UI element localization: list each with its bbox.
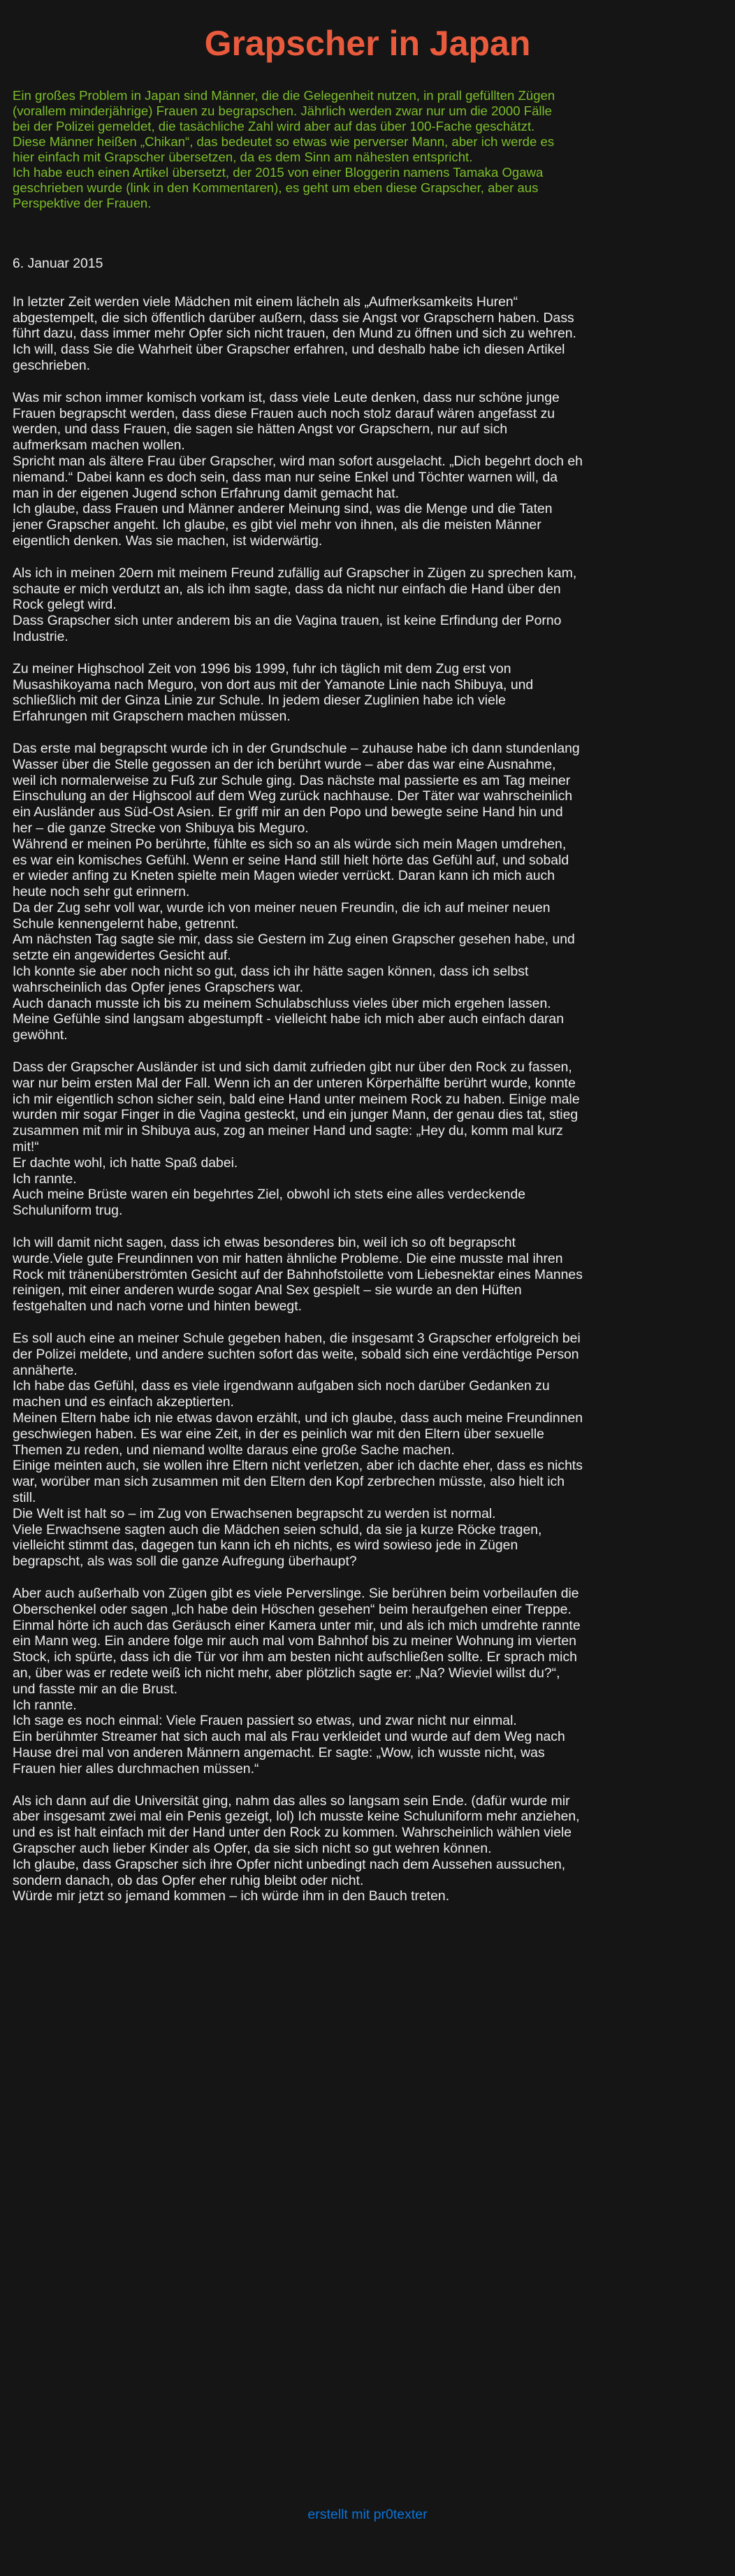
paragraph-line: abgestempelt, die sich öffentlich darüber außern, dass sie Angst vor Grapschern haben. Dass [13, 310, 574, 326]
article-paragraph [13, 565, 721, 645]
paragraph-line: Ich rannte. [13, 1697, 77, 1713]
paragraph-line: Meine Gefühle sind langsam abgestumpft - vielleicht habe ich mich aber auch einfach daran [13, 1011, 565, 1027]
intro-line: Perspektive der Frauen. [13, 196, 152, 210]
paragraph-line: Erfahrungen mit Grapschern machen müssen. [13, 709, 291, 725]
paragraph-line: Die Welt ist halt so – im Zug von Erwachsenen begrapscht zu werden ist normal. [13, 1505, 496, 1521]
paragraph-line: man in der eigenen Jugend schon Erfahrung damit gemacht hat. [13, 485, 399, 501]
paragraph-line: setzte ein angewidertes Gesicht auf. [13, 948, 231, 964]
paragraph-line: machen und es einfach akzeptierten. [13, 1394, 234, 1410]
paragraph-line: Während er meinen Po berührte, fühlte es sich so an als würde sich mein Magen umdrehen, [13, 836, 567, 852]
paragraph-line: ein Mann weg. Ein andere folge mir auch mal vom Bahnhof bis zu meiner Wohnung im vierten [13, 1633, 576, 1649]
paragraph-line: geschrieben. [13, 357, 91, 373]
paragraph-line: mit!“ [13, 1139, 39, 1155]
paragraph-line: Das erste mal begrapscht wurde ich in der Grundschule – zuhause habe ich dann stundenlang [13, 740, 580, 756]
paragraph-line: Schuluniform trug. [13, 1203, 123, 1219]
paragraph-line: eigentlich denken. Was sie machen, ist widerwärtig. [13, 533, 323, 549]
paragraph-line: führt dazu, dass immer mehr Opfer sich nicht trauen, den Mund zu öffnen und sich zu wehren. [13, 326, 576, 342]
paragraph-line: In letzter Zeit werden viele Mädchen mit einem lächeln als „Aufmerksamkeits Huren“ [13, 294, 518, 310]
intro-line: geschrieben wurde (link in den Kommentaren), es geht um eben diese Grapscher, aber aus [13, 180, 539, 195]
paragraph-line: wahrscheinlich das Opfer jenes Grapschers war. [13, 979, 304, 995]
created-with-link[interactable]: erstellt mit pr0texter [307, 2507, 428, 2522]
paragraph-line: Was mir schon immer komisch vorkam ist, dass viele Leute denken, dass nur schöne junge [13, 389, 560, 405]
paragraph-line: Aber auch außerhalb von Zügen gibt es viele Perverslinge. Sie berühren beim vorbeilaufen die [13, 1585, 579, 1601]
paragraph-line: es war ein komisches Gefühl. Wenn er seine Hand still hielt hörte das Gefühl auf, und sobald [13, 852, 569, 868]
paragraph-line: festgehalten und nach vorne und hinten bewegt. [13, 1298, 302, 1315]
paragraph-line: Dass Grapscher sich unter anderem bis an die Vagina trauen, ist keine Erfindung der Porno [13, 613, 562, 629]
paragraph-line: Als ich dann auf die Universität ging, nahm das alles so langsam sein Ende. (dafür wurde mir [13, 1793, 570, 1809]
article-paragraph [13, 741, 721, 1043]
paragraph-line: geschwiegen haben. Es war eine Zeit, in der es peinlich war mit den Eltern über sexuelle [13, 1426, 544, 1442]
paragraph-line: Er dachte wohl, ich hatte Spaß dabei. [13, 1155, 238, 1171]
paragraph-line: ein Ausländer aus Süd-Ost Asien. Er griff mir an den Popo und bewegte seine Hand hin und [13, 804, 563, 820]
paragraph-line: Oberschenkel oder sagen „Ich habe dein Höschen gesehen“ beim heraufgehen einer Treppe. [13, 1601, 572, 1617]
paragraph-line: Es soll auch eine an meiner Schule gegeben haben, die insgesamt 3 Grapscher erfolgreich bei [13, 1331, 581, 1347]
article-paragraph [13, 1331, 721, 1570]
paragraph-line: Ich sage es noch einmal: Viele Frauen passiert so etwas, und zwar nicht nur einmal. [13, 1713, 517, 1729]
paragraph-line: still. [13, 1489, 36, 1505]
paragraph-line: weil ich normalerweise zu Fuß zur Schule ging. Das nächste mal passierte es am Tag meiner [13, 772, 571, 788]
paragraph-line: war nur beim ersten Mal der Fall. Wenn ich an der unteren Körperhälfte berührt wurde, konnte [13, 1075, 576, 1091]
paragraph-line: Auch meine Brüste waren ein begehrtes Ziel, obwohl ich stets eine alles verdeckende [13, 1187, 526, 1203]
intro-line: hier einfach mit Grapscher übersetzen, da es dem Sinn am nähesten entspricht. [13, 150, 473, 164]
paragraph-line: Ich habe das Gefühl, dass es viele irgendwann aufgaben sich noch darüber Gedanken zu [13, 1378, 550, 1394]
paragraph-line: und es ist halt einfach mit der Hand unter den Rock zu kommen. Wahrscheinlich wählen viele [13, 1825, 572, 1841]
paragraph-line: Ich will damit nicht sagen, dass ich etwas besonderes bin, weil ich so oft begrapscht [13, 1235, 516, 1251]
paragraph-line: vielleicht stimmt das, dagegen tun kann ich eh nichts, es wird sowieso jede in Zügen [13, 1537, 518, 1554]
article-paragraph [13, 294, 721, 374]
paragraph-line: wurde.Viele gute Freundinnen von mir hatten ähnliche Probleme. Die eine musste mal ihren [13, 1250, 563, 1266]
article-date: 6. Januar 2015 [13, 256, 103, 271]
paragraph-line: Würde mir jetzt so jemand kommen – ich würde ihm in den Bauch treten. [13, 1888, 450, 1904]
paragraph-line: Ich will, dass Sie die Wahrheit über Grapscher erfahren, und deshalb habe ich diesen Artikel [13, 342, 565, 358]
paragraph-line: an, über was er redete weiß ich nicht mehr, aber plötzlich sagte er: „Na? Wieviel willst du?“, [13, 1665, 560, 1681]
paragraph-line: Wasser über die Stelle gegossen an der ich berührt wurde – aber das war eine Ausnahme, [13, 756, 556, 772]
paragraph-line: Ein berühmter Streamer hat sich auch mal als Frau verkleidet und wurde auf dem Weg nach [13, 1729, 565, 1745]
paragraph-line: Am nächsten Tag sagte sie mir, dass sie Gestern im Zug einen Grapscher gesehen habe, und [13, 932, 575, 948]
paragraph-line: reinigen, mit einer anderen wurde sogar Anal Sex gespielt – sie wurde an den Hüften [13, 1282, 522, 1298]
paragraph-line: Musashikoyama nach Meguro, von dort aus mit der Yamanote Linie nach Shibuya, und [13, 676, 534, 693]
article-paragraph [13, 1586, 721, 1777]
paragraph-line: Ich glaube, dass Frauen und Männer anderer Meinung sind, was die Menge und die Taten [13, 501, 553, 517]
paragraph-line: aufmerksam machen wollen. [13, 437, 185, 454]
article-paragraph [13, 390, 721, 549]
paragraph-line: war, worüber man sich zusammen mit den Eltern den Kopf zerbrechen müsste, also hielt ich [13, 1474, 565, 1490]
paragraph-line: schließlich mit der Ginza Linie zur Schule. In jedem dieser Zuglinien habe ich viele [13, 693, 506, 709]
paragraph-line: Als ich in meinen 20ern mit meinem Freund zufällig auf Grapscher in Zügen zu sprechen kam, [13, 565, 577, 581]
paragraph-line: Rock mit tränenüberströmten Gesicht auf der Bahnhofstoilette vom Liebesnektar eines Mannes [13, 1266, 583, 1282]
intro-line: bei der Polizei gemeldet, die tasächliche Zahl wird aber auf das über 100-Fache geschätzt. [13, 119, 535, 133]
paragraph-line: Schule kennengelernt habe, getrennt. [13, 916, 239, 932]
paragraph-line: Einschulung an der Highscool auf dem Weg zurück nachhause. Der Täter war wahrscheinlich [13, 788, 573, 804]
paragraph-line: jener Grapscher angeht. Ich glaube, es gibt viel mehr von ihnen, als die meisten Männer [13, 517, 541, 533]
paragraph-line: Frauen hier alles durchmachen müssen.“ [13, 1760, 259, 1777]
paragraph-line: Spricht man als ältere Frau über Grapscher, wird man sofort ausgelacht. „Dich begehrt doch eh [13, 453, 583, 469]
paragraph-line: ich mir eigentlich schon sicher sein, bald eine Hand unter meinem Rock zu haben. Einige male [13, 1091, 580, 1107]
paragraph-line: Viele Erwachsene sagten auch die Mädchen seien schuld, da sie ja kurze Röcke tragen, [13, 1521, 542, 1537]
article-paragraph [13, 1059, 721, 1219]
paragraph-line: und fasste mir an die Brust. [13, 1681, 178, 1697]
paragraph-line: Industrie. [13, 628, 68, 644]
paragraph-line: Dass der Grapscher Ausländer ist und sich damit zufrieden gibt nur über den Rock zu fassen, [13, 1059, 572, 1076]
paragraph-line: Ich rannte. [13, 1171, 77, 1187]
page-title: Grapscher in Japan [204, 24, 531, 63]
paragraph-line: begrapscht, als was soll die ganze Aufregung überhaupt? [13, 1554, 357, 1570]
paragraph-line: Ich konnte sie aber noch nicht so gut, dass ich ihr hätte sagen können, dass ich selbst [13, 964, 529, 980]
article-paragraph [13, 661, 721, 725]
paragraph-line: Themen zu reden, und niemand wollte daraus eine große Sache machen. [13, 1442, 455, 1458]
paragraph-line: annäherte. [13, 1362, 78, 1378]
paragraph-line: Einige meinten auch, sie wollen ihre Eltern nicht verletzen, aber ich dachte eher, dass es nichts [13, 1458, 583, 1474]
paragraph-line: Stock, ich spürte, dass ich die Tür vor ihm am besten nicht aufschließen sollte. Er sprach mich [13, 1649, 577, 1665]
paragraph-line: heute noch sehr gut erinnern. [13, 884, 190, 900]
article-content [13, 256, 721, 1919]
paragraph-line: schaute er mich verdutzt an, als ich ihm sagte, dass da nicht nur einfach die Hand über den [13, 581, 561, 597]
paragraph-line: werden, und dass Frauen, die sagen sie hätten Angst vor Grapschern, nur auf sich [13, 421, 508, 437]
paragraph-line: er wieder anfing zu Kneten spielte mein Magen wieder verrückt. Daran kann ich mich auch [13, 868, 555, 884]
article-paragraph [13, 1793, 721, 1905]
page-footer [0, 2506, 735, 2523]
article-paragraph [13, 1235, 721, 1315]
intro-line: (vorallem minderjährige) Frauen zu begrapschen. Jährlich werden zwar nur um die 2000 Fälle [13, 103, 553, 118]
intro-line: Ich habe euch einen Artikel übersetzt, der 2015 von einer Bloggerin namens Tamaka Ogawa [13, 165, 544, 180]
paragraph-line: Meinen Eltern habe ich nie etwas davon erzählt, und ich glaube, dass auch meine Freundinnen [13, 1410, 583, 1426]
paragraph-line: Einmal hörte ich auch das Geräusch einer Kamera unter mir, und als ich mich umdrehte rannte [13, 1617, 581, 1633]
paragraph-line: Grapscher auch lieber Kinder als Opfer, da sie sich nicht so gut wehren können. [13, 1840, 492, 1856]
paragraph-line: der Polizei meldete, und andere suchten sofort das weite, sobald sich eine verdächtige Person [13, 1346, 579, 1362]
paragraph-line: Zu meiner Highschool Zeit von 1996 bis 1999, fuhr ich täglich mit dem Zug erst von [13, 660, 511, 676]
intro-line: Ein großes Problem in Japan sind Männer, die die Gelegenheit nutzen, in prall gefüllten Zügen [13, 88, 555, 103]
paragraph-line: Da der Zug sehr voll war, wurde ich von meiner neuen Freundin, die ich auf meiner neuen [13, 899, 551, 916]
paragraph-line: Auch danach musste ich bis zu meinem Schulabschluss vieles über mich ergehen lassen. [13, 995, 551, 1011]
paragraph-line: wurden mir sogar Finger in die Vagina gesteckt, und ein junger Mann, der genau dies tat, stieg [13, 1107, 578, 1123]
paragraph-line: Frauen begrapscht werden, dass diese Frauen auch noch stolz darauf wären angefasst zu [13, 405, 555, 421]
paragraph-line: Ich glaube, dass Grapscher sich ihre Opfer nicht unbedingt nach dem Aussehen aussuchen, [13, 1856, 566, 1872]
paragraph-line: aber insgesamt zwei mal ein Penis gezeigt, lol) Ich musste keine Schuluniform mehr anziehen, [13, 1809, 580, 1825]
translator-introduction [13, 88, 720, 211]
paragraph-line: Hause drei mal von anderen Männern angemacht. Er sagte: „Wow, ich wusste nicht, was [13, 1744, 545, 1760]
paragraph-line: zusammen mit mir in Shibuya aus, zog an meiner Hand und sagte: „Hey du, komm mal kurz [13, 1123, 563, 1139]
intro-line: Diese Männer heißen „Chikan“, das bedeutet so etwas wie perverser Mann, aber ich werde es [13, 134, 555, 149]
paragraph-line: niemand.“ Dabei kann es doch sein, dass man nur seine Enkel und Töchter warnen will, da [13, 469, 558, 485]
paragraph-line: her – die ganze Strecke von Shibuya bis Meguro. [13, 820, 309, 836]
paragraph-line: sondern danach, ob das Opfer eher ruhig bleibt oder nicht. [13, 1872, 364, 1888]
paragraph-line: Rock gelegt wird. [13, 597, 117, 613]
paragraph-line: gewöhnt. [13, 1027, 68, 1043]
